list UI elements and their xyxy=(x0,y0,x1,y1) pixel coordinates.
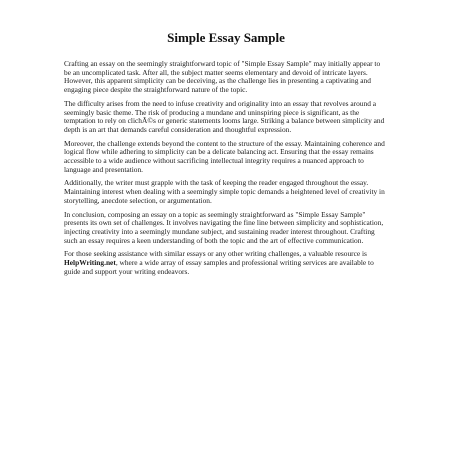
closing-paragraph xyxy=(64,250,388,276)
document-title: Simple Essay Sample xyxy=(167,30,285,45)
closing-text-after: , where a wide array of essay samples and professional writing services are available to guide and support your writing endeavors. xyxy=(64,258,374,276)
paragraph-5: In conclusion, composing an essay on a topic as seemingly straightforward as "Simple Essay Sample" presents its own set of challenges. It involves navigating the fine line between simplicity and sophistication, injecting creativity into a seemingly mundane subject, and sustaining reader interest throughout. Crafting such an essay requires a keen understanding of both the topic and the art of effective communication. xyxy=(64,209,384,245)
paragraph-2: The difficulty arises from the need to infuse creativity and originality into an essay that revolves around a seemingly basic theme. The risk of producing a mundane and uninspiring piece is significant, as the temptation to rely on clichÃ©s or generic statements looms large. Striking a balance between simplicity and depth is an art that demands careful consideration and thoughtful expression. xyxy=(64,98,385,134)
paragraph-4: Additionally, the writer must grapple with the task of keeping the reader engaged throughout the essay. Maintaining interest when dealing with a seemingly simple topic demands a heightened level of creativity in storytelling, anecdote selection, or argumentation. xyxy=(64,178,385,205)
helpwriting-link[interactable]: HelpWriting.net xyxy=(64,258,116,268)
paragraph-3: Moreover, the challenge extends beyond the content to the structure of the essay. Maintaining coherence and logical flow while adhering to simplicity can be a delicate balancing act. Ensuring that the essay remains accessible to a wide audience without sacrificing intellectual integrity requires a nuanced approach to language and presentation. xyxy=(64,138,385,174)
paragraph-1: Crafting an essay on the seemingly straightforward topic of "Simple Essay Sample" may initially appear to be an uncomplicated task. After all, the subject matter seems elementary and devoid of intricate layers. However, this apparent simplicity can be deceiving, as the challenge lies in presenting a captivating and engaging piece despite the straightforward nature of the topic. xyxy=(64,59,381,95)
closing-text-before: For those seeking assistance with similar essays or any other writing challenges, a valuable resource is xyxy=(64,249,367,259)
